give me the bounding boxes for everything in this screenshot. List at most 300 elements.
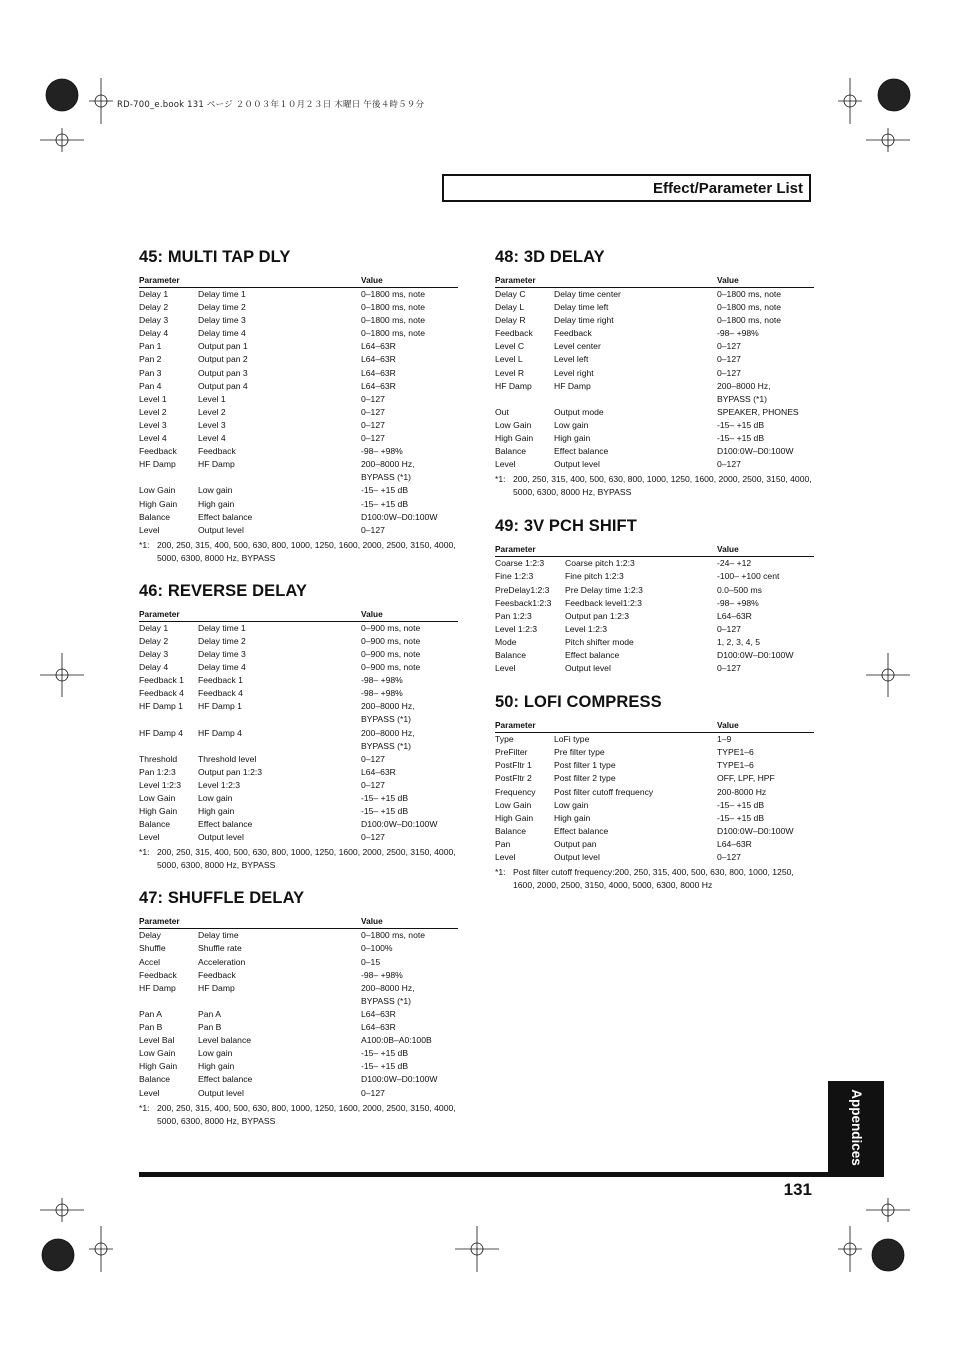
value-cell: 200-8000 Hz bbox=[717, 786, 767, 797]
description-cell: Output pan bbox=[554, 838, 597, 849]
description-cell: Low gain bbox=[554, 799, 589, 810]
description-cell: Effect balance bbox=[198, 511, 253, 522]
description-cell: Delay time right bbox=[554, 315, 614, 326]
param-cell: Delay L bbox=[495, 302, 525, 313]
param-cell: Mode bbox=[495, 636, 517, 647]
value-cell: 200–8000 Hz, bbox=[717, 380, 771, 391]
param-cell: High Gain bbox=[495, 812, 534, 823]
table-row bbox=[139, 621, 458, 635]
header-value: Value bbox=[717, 275, 814, 288]
table-row bbox=[139, 406, 458, 419]
description-cell: High gain bbox=[198, 1061, 235, 1072]
value-cell: 0–127 bbox=[717, 459, 741, 470]
description-cell: Delay time center bbox=[554, 289, 621, 299]
value-cell: -15– +15 dB bbox=[361, 498, 409, 509]
table-row bbox=[495, 623, 814, 636]
param-cell: Delay 3 bbox=[139, 648, 169, 659]
value-cell: -15– +15 dB bbox=[717, 419, 765, 430]
value-cell: D100:0W–D0:100W bbox=[361, 511, 438, 522]
param-cell: Level L bbox=[495, 354, 523, 365]
section-heading: 50: LOFI COMPRESS bbox=[495, 693, 662, 712]
footnote-text: 200, 250, 315, 400, 500, 630, 800, 1000, 1250, 1600, 2000, 2500, 3150, 4000, 5000, 6300, 8000 Hz, BYPASS bbox=[157, 847, 456, 871]
value-cell: 0–1800 ms, note bbox=[361, 302, 426, 313]
table-row bbox=[495, 746, 814, 759]
section-heading: 49: 3V PCH SHIFT bbox=[495, 517, 637, 536]
section-heading: 45: MULTI TAP DLY bbox=[139, 248, 291, 266]
param-cell: Pan 4 bbox=[139, 380, 162, 391]
description-cell: HF Damp bbox=[198, 982, 235, 993]
table-row bbox=[495, 812, 814, 825]
param-cell: Out bbox=[495, 406, 509, 417]
table-row bbox=[139, 419, 458, 432]
table-row bbox=[495, 314, 814, 327]
right-column bbox=[495, 248, 814, 906]
description-cell: Effect balance bbox=[554, 446, 609, 457]
value-cell: 0–127 bbox=[717, 623, 741, 634]
description-cell: Delay time 4 bbox=[198, 662, 246, 673]
param-cell: Coarse 1:2:3 bbox=[495, 558, 545, 569]
table-row bbox=[139, 1008, 458, 1021]
value-cell: D100:0W–D0:100W bbox=[361, 1074, 438, 1085]
param-cell: Delay 2 bbox=[139, 635, 169, 646]
description-cell: Output pan 3 bbox=[198, 367, 248, 378]
description-cell: Level left bbox=[554, 354, 589, 365]
description-cell: High gain bbox=[198, 806, 235, 817]
table-row bbox=[139, 340, 458, 353]
description-cell: Level 1:2:3 bbox=[198, 779, 241, 790]
value-cell: 0–127 bbox=[361, 779, 385, 790]
value-cell: 200–8000 Hz, bbox=[361, 982, 415, 993]
param-cell bbox=[139, 713, 198, 726]
description-cell: Threshold level bbox=[198, 753, 257, 764]
param-cell: HF Damp bbox=[495, 380, 532, 391]
description-cell: Feedback bbox=[198, 446, 236, 457]
table-row bbox=[139, 753, 458, 766]
param-cell: High Gain bbox=[139, 498, 178, 509]
param-cell: Delay C bbox=[495, 289, 526, 299]
description-cell: Delay time 2 bbox=[198, 635, 246, 646]
table-row bbox=[495, 786, 814, 799]
param-cell: Delay 1 bbox=[139, 289, 169, 299]
header-parameter: Parameter bbox=[495, 544, 717, 557]
param-cell: Pan 1 bbox=[139, 341, 162, 352]
value-cell: -15– +15 dB bbox=[717, 812, 765, 823]
param-cell: Balance bbox=[495, 446, 527, 457]
param-cell: Delay 4 bbox=[139, 328, 169, 339]
description-cell: Output level bbox=[554, 852, 600, 862]
table-row bbox=[495, 772, 814, 785]
parameter-table bbox=[139, 609, 458, 845]
description-cell: Effect balance bbox=[198, 819, 253, 830]
value-cell: D100:0W–D0:100W bbox=[361, 819, 438, 830]
param-cell: Feesback1:2:3 bbox=[495, 597, 552, 608]
page-number: 131 bbox=[783, 1180, 812, 1199]
parameter-table bbox=[495, 544, 814, 675]
table-row bbox=[495, 610, 814, 623]
header-parameter: Parameter bbox=[139, 275, 361, 288]
description-cell: Low gain bbox=[198, 1048, 233, 1059]
value-cell: L64–63R bbox=[361, 1022, 396, 1033]
description-cell: Output level bbox=[198, 1087, 244, 1098]
value-cell: 0–1800 ms, note bbox=[717, 302, 782, 313]
footnote-text: Post filter cutoff frequency:200, 250, 315, 400, 500, 630, 800, 1000, 1250, 1600, 2000, 2500, 3150, 4000, 5000, 6300, 8000 Hz bbox=[513, 867, 794, 891]
param-cell: Level 1:2:3 bbox=[495, 623, 538, 634]
description-cell: Level 2 bbox=[198, 406, 226, 417]
table-row bbox=[139, 432, 458, 445]
param-cell: Level 1:2:3 bbox=[139, 779, 182, 790]
description-cell: Pre filter type bbox=[554, 747, 605, 758]
description-cell: Low gain bbox=[198, 793, 233, 803]
description-cell: High gain bbox=[554, 433, 591, 444]
table-row bbox=[139, 674, 458, 687]
param-cell: PreDelay1:2:3 bbox=[495, 584, 550, 595]
value-cell: 0–900 ms, note bbox=[361, 648, 421, 659]
table-row bbox=[495, 636, 814, 649]
param-cell: Threshold bbox=[139, 753, 178, 764]
table-row bbox=[139, 779, 458, 792]
table-row bbox=[139, 713, 458, 726]
table-row bbox=[139, 353, 458, 366]
value-cell: -15– +15 dB bbox=[361, 806, 409, 817]
value-cell: -100– +100 cent bbox=[717, 571, 780, 582]
value-cell: 200–8000 Hz, bbox=[361, 701, 415, 712]
value-cell: SPEAKER, PHONES bbox=[717, 406, 799, 417]
value-cell: 0–127 bbox=[361, 393, 385, 404]
param-cell: High Gain bbox=[139, 1061, 178, 1072]
description-cell: Pan B bbox=[198, 1022, 222, 1033]
value-cell: 0–1800 ms, note bbox=[361, 315, 426, 326]
table-row bbox=[139, 445, 458, 458]
param-cell: Level Bal bbox=[139, 1035, 175, 1046]
section-heading: 46: REVERSE DELAY bbox=[139, 581, 307, 600]
value-cell: OFF, LPF, HPF bbox=[717, 773, 775, 784]
description-cell: Post filter 2 type bbox=[554, 773, 616, 784]
description-cell: Delay time 1 bbox=[198, 289, 246, 299]
value-cell: 0–15 bbox=[361, 956, 381, 967]
description-cell: Level 1 bbox=[198, 393, 226, 404]
table-row bbox=[139, 982, 458, 995]
param-cell: Type bbox=[495, 734, 514, 745]
table-row bbox=[139, 700, 458, 713]
value-cell: -98– +98% bbox=[361, 969, 403, 980]
description-cell: Shuffle rate bbox=[198, 943, 242, 954]
description-cell: Feedback 4 bbox=[198, 688, 243, 699]
table-row bbox=[495, 584, 814, 597]
table-row bbox=[495, 851, 814, 864]
param-cell: PreFilter bbox=[495, 747, 528, 758]
description-cell: Output mode bbox=[554, 406, 604, 417]
section-49 bbox=[495, 517, 814, 675]
value-cell: 1, 2, 3, 4, 5 bbox=[717, 636, 760, 647]
header-parameter: Parameter bbox=[495, 720, 717, 733]
value-cell: 0–1800 ms, note bbox=[361, 930, 426, 941]
header-parameter: Parameter bbox=[495, 275, 717, 288]
section-47 bbox=[139, 889, 458, 1127]
param-cell: Balance bbox=[495, 649, 527, 660]
value-cell: 0–127 bbox=[717, 663, 741, 674]
value-cell: BYPASS (*1) bbox=[361, 740, 411, 751]
table-row bbox=[495, 597, 814, 610]
param-cell: Low Gain bbox=[495, 419, 532, 430]
description-cell: Pan A bbox=[198, 1008, 221, 1019]
description-cell: Level 3 bbox=[198, 419, 226, 430]
value-cell: L64–63R bbox=[361, 354, 396, 365]
section-48 bbox=[495, 248, 814, 499]
value-cell: D100:0W–D0:100W bbox=[717, 446, 794, 457]
table-row bbox=[139, 661, 458, 674]
table-row bbox=[495, 380, 814, 393]
value-cell: 200–8000 Hz, bbox=[361, 727, 415, 738]
table-row bbox=[495, 825, 814, 838]
table-row bbox=[495, 557, 814, 571]
section-45 bbox=[139, 248, 458, 565]
table-row bbox=[139, 792, 458, 805]
table-row bbox=[495, 799, 814, 812]
value-cell: 0–127 bbox=[361, 832, 385, 843]
value-cell: A100:0B–A0:100B bbox=[361, 1035, 432, 1046]
param-cell: Feedback bbox=[139, 969, 177, 980]
print-header: RD-700_e.book 131 ページ ２００３年１０月２３日 木曜日 午後４時５９分 bbox=[117, 100, 425, 110]
value-cell: 0–1800 ms, note bbox=[717, 315, 782, 326]
description-cell: Delay time bbox=[198, 930, 239, 941]
description-cell: Feedback 1 bbox=[198, 675, 243, 686]
table-row bbox=[139, 327, 458, 340]
header-value: Value bbox=[717, 544, 814, 557]
description-cell: Output level bbox=[554, 459, 600, 470]
value-cell: 0–127 bbox=[361, 419, 385, 430]
param-cell: Balance bbox=[139, 1074, 171, 1085]
table-row bbox=[139, 687, 458, 700]
table-row bbox=[139, 727, 458, 740]
left-column bbox=[139, 248, 458, 1142]
table-row bbox=[495, 838, 814, 851]
value-cell: 0–127 bbox=[717, 367, 741, 378]
value-cell: 0–1800 ms, note bbox=[717, 289, 782, 299]
param-cell: Feedback bbox=[495, 328, 533, 339]
footnote-mark: *1: bbox=[139, 847, 150, 858]
section-title: Effect/Parameter List bbox=[442, 174, 811, 202]
description-cell: Output pan 1:2:3 bbox=[565, 610, 630, 621]
table-row bbox=[139, 367, 458, 380]
value-cell: 0–127 bbox=[361, 433, 385, 444]
value-cell: -15– +15 dB bbox=[361, 1061, 409, 1072]
footnote-text: 200, 250, 315, 400, 500, 630, 800, 1000, 1250, 1600, 2000, 2500, 3150, 4000, 5000, 6300, 8000 Hz, BYPASS bbox=[157, 539, 456, 563]
description-cell: HF Damp 1 bbox=[198, 701, 242, 712]
description-cell: Output pan 1:2:3 bbox=[198, 766, 263, 777]
param-cell: HF Damp bbox=[139, 982, 176, 993]
table-row bbox=[139, 380, 458, 393]
table-row bbox=[495, 458, 814, 471]
table-row bbox=[139, 1073, 458, 1086]
param-cell: HF Damp bbox=[139, 459, 176, 470]
table-row bbox=[139, 766, 458, 779]
param-cell: Low Gain bbox=[139, 1048, 176, 1059]
table-row bbox=[139, 1047, 458, 1060]
param-cell: PostFltr 2 bbox=[495, 773, 532, 784]
param-cell: Pan B bbox=[139, 1022, 163, 1033]
param-cell: Delay 4 bbox=[139, 662, 169, 673]
description-cell: Feedback bbox=[554, 328, 592, 339]
footnote bbox=[139, 846, 458, 872]
table-row bbox=[139, 393, 458, 406]
param-cell: Level C bbox=[495, 341, 525, 352]
value-cell: L64–63R bbox=[361, 1008, 396, 1019]
table-row bbox=[495, 432, 814, 445]
description-cell: LoFi type bbox=[554, 734, 590, 745]
value-cell: -15– +15 dB bbox=[717, 433, 765, 444]
description-cell: Feedback bbox=[198, 969, 236, 980]
description-cell: Delay time 3 bbox=[198, 648, 246, 659]
value-cell: D100:0W–D0:100W bbox=[717, 649, 794, 660]
description-cell: Delay time left bbox=[554, 302, 609, 313]
value-cell: L64–63R bbox=[361, 367, 396, 378]
value-cell: 0–900 ms, note bbox=[361, 662, 421, 673]
table-row bbox=[495, 353, 814, 366]
table-row bbox=[139, 458, 458, 471]
param-cell: Delay R bbox=[495, 315, 526, 326]
param-cell: Level bbox=[139, 1087, 160, 1098]
description-cell: Pitch shifter mode bbox=[565, 636, 634, 647]
value-cell: L64–63R bbox=[717, 838, 752, 849]
value-cell: -15– +15 dB bbox=[717, 799, 765, 810]
table-row bbox=[495, 406, 814, 419]
table-row bbox=[495, 662, 814, 675]
description-cell: Output pan 2 bbox=[198, 354, 248, 365]
value-cell: -98– +98% bbox=[361, 675, 403, 686]
table-row bbox=[139, 956, 458, 969]
description-cell: High gain bbox=[198, 498, 235, 509]
parameter-table bbox=[139, 275, 458, 537]
table-row bbox=[495, 445, 814, 458]
footnote-text: 200, 250, 315, 400, 500, 630, 800, 1000, 1250, 1600, 2000, 2500, 3150, 4000, 5000, 6300, 8000 Hz, BYPASS bbox=[513, 474, 812, 498]
table-row bbox=[139, 648, 458, 661]
parameter-table bbox=[139, 916, 458, 1099]
description-cell: Level right bbox=[554, 367, 594, 378]
footnote bbox=[139, 1102, 458, 1128]
value-cell: 0–127 bbox=[361, 406, 385, 417]
description-cell: Level balance bbox=[198, 1035, 252, 1046]
table-row bbox=[139, 1087, 458, 1100]
param-cell: Pan A bbox=[139, 1008, 162, 1019]
param-cell: Delay 1 bbox=[139, 622, 169, 633]
description-cell: Delay time 4 bbox=[198, 328, 246, 339]
value-cell: 0.0–500 ms bbox=[717, 584, 762, 595]
description-cell: Fine pitch 1:2:3 bbox=[565, 571, 624, 582]
param-cell: Low Gain bbox=[139, 485, 176, 496]
table-row bbox=[495, 367, 814, 380]
description-cell bbox=[198, 995, 361, 1008]
value-cell: -15– +15 dB bbox=[361, 485, 409, 496]
table-row bbox=[495, 419, 814, 432]
description-cell: Low gain bbox=[554, 419, 589, 430]
param-cell: High Gain bbox=[139, 806, 178, 817]
section-50 bbox=[495, 693, 814, 892]
description-cell: Output level bbox=[198, 524, 244, 535]
value-cell: -98– +98% bbox=[717, 328, 759, 339]
value-cell: TYPE1–6 bbox=[717, 760, 754, 771]
param-cell: Balance bbox=[139, 511, 171, 522]
value-cell: L64–63R bbox=[361, 341, 396, 352]
table-row bbox=[139, 818, 458, 831]
value-cell: BYPASS (*1) bbox=[361, 714, 411, 725]
section-heading: 48: 3D DELAY bbox=[495, 248, 605, 266]
value-cell: -98– +98% bbox=[361, 446, 403, 457]
param-cell: Balance bbox=[139, 819, 171, 830]
table-row bbox=[495, 340, 814, 353]
param-cell bbox=[139, 471, 198, 484]
param-cell: Pan 3 bbox=[139, 367, 162, 378]
parameter-table bbox=[495, 275, 814, 471]
param-cell: HF Damp 1 bbox=[139, 701, 183, 712]
value-cell: 0–127 bbox=[361, 524, 385, 535]
value-cell: -15– +15 dB bbox=[361, 793, 409, 803]
value-cell: 1–9 bbox=[717, 734, 732, 745]
value-cell: 0–127 bbox=[717, 852, 741, 862]
table-row bbox=[139, 484, 458, 497]
param-cell: Low Gain bbox=[139, 793, 176, 803]
tab-label: Appendices bbox=[848, 1089, 864, 1166]
description-cell: Output level bbox=[198, 832, 244, 843]
param-cell: Feedback 1 bbox=[139, 675, 184, 686]
description-cell: Post filter cutoff frequency bbox=[554, 786, 654, 797]
footnote bbox=[495, 866, 814, 892]
header-parameter: Parameter bbox=[139, 609, 361, 622]
table-row bbox=[139, 314, 458, 327]
appendices-tab bbox=[828, 1081, 884, 1174]
param-cell: Level bbox=[495, 459, 516, 470]
table-row bbox=[139, 498, 458, 511]
description-cell: Effect balance bbox=[554, 825, 609, 836]
description-cell: Acceleration bbox=[198, 956, 246, 967]
table-row bbox=[139, 471, 458, 484]
param-cell: Level 1 bbox=[139, 393, 167, 404]
table-row bbox=[139, 301, 458, 314]
value-cell: BYPASS (*1) bbox=[717, 393, 767, 404]
header-value: Value bbox=[717, 720, 814, 733]
table-row bbox=[139, 969, 458, 982]
param-cell: Accel bbox=[139, 956, 161, 967]
param-cell: Feedback bbox=[139, 446, 177, 457]
value-cell: -24– +12 bbox=[717, 558, 752, 569]
param-cell: Level R bbox=[495, 367, 525, 378]
value-cell: 0–127 bbox=[717, 354, 741, 365]
footnote-mark: *1: bbox=[139, 539, 150, 550]
table-row bbox=[139, 524, 458, 537]
description-cell: Low gain bbox=[198, 485, 233, 496]
footnote-mark: *1: bbox=[495, 474, 506, 485]
table-row bbox=[495, 301, 814, 314]
value-cell: 0–127 bbox=[361, 1087, 385, 1098]
param-cell: Level bbox=[495, 663, 516, 674]
table-row bbox=[139, 511, 458, 524]
header-value: Value bbox=[361, 609, 458, 622]
description-cell: Level 1:2:3 bbox=[565, 623, 608, 634]
table-row bbox=[495, 570, 814, 583]
param-cell bbox=[139, 740, 198, 753]
description-cell: Delay time 1 bbox=[198, 622, 246, 633]
footnote bbox=[139, 539, 458, 565]
description-cell: Level center bbox=[554, 341, 601, 352]
table-row bbox=[139, 1034, 458, 1047]
description-cell: Output pan 1 bbox=[198, 341, 248, 352]
description-cell: Coarse pitch 1:2:3 bbox=[565, 558, 635, 569]
value-cell: 0–127 bbox=[361, 753, 385, 764]
param-cell: Level bbox=[139, 524, 160, 535]
description-cell: Delay time 3 bbox=[198, 315, 246, 326]
header-value: Value bbox=[361, 275, 458, 288]
value-cell: -98– +98% bbox=[717, 597, 759, 608]
description-cell: Feedback level1:2:3 bbox=[565, 597, 642, 608]
